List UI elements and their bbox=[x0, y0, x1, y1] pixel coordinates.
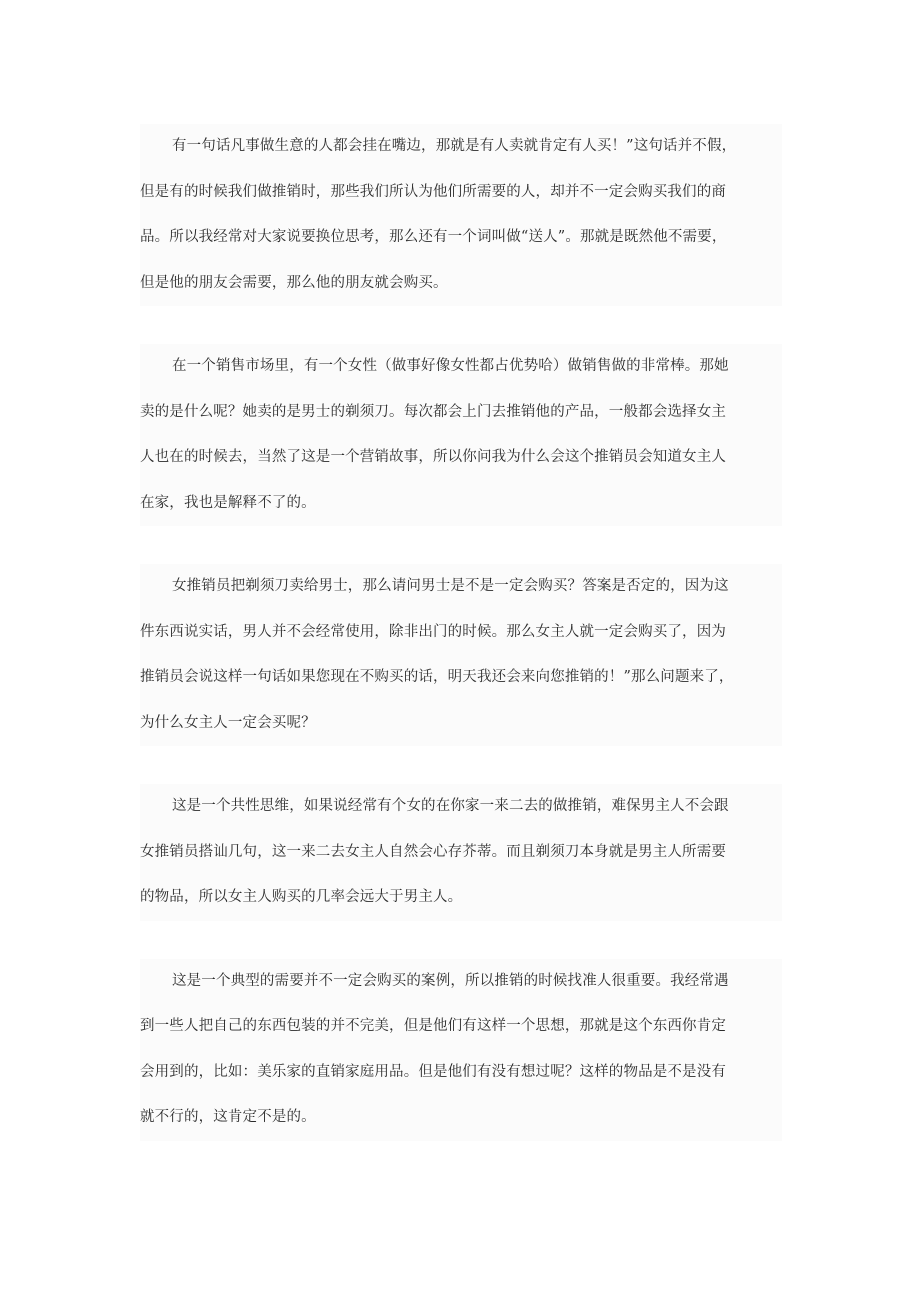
text-line: 但是他的朋友会需要，那么他的朋友就会购买。 bbox=[140, 274, 448, 291]
paragraph-gap bbox=[140, 921, 782, 959]
text-line: 有一句话凡事做生意的人都会挂在嘴边，那就是有人卖就肯定有人买！”这句话并不假， bbox=[172, 138, 737, 154]
text-line: 这是一个典型的需要并不一定会购买的案例，所以推销的时候找准人很重要。我经常遇 bbox=[172, 972, 729, 989]
text-line: 就不行的，这肯定不是的。 bbox=[140, 1109, 316, 1125]
text-line: 人也在的时候去，当然了这是一个营销故事，所以你问我为什么会这个推销员会知道女主人 bbox=[140, 449, 726, 465]
text-line: 卖的是什么呢？她卖的是男士的剃须刀。每次都会上门去推销他的产品，一般都会选择女主 bbox=[140, 403, 726, 420]
paragraph-3 bbox=[140, 564, 782, 746]
text-line: 品。所以我经常对大家说要换位思考，那么还有一个词叫做“送人”。那就是既然他不需要， bbox=[140, 229, 727, 245]
text-line: 到一些人把自己的东西包装的并不完美，但是他们有这样一个思想，那就是这个东西你肯定 bbox=[140, 1018, 726, 1034]
text-line: 女推销员搭讪几句，这一来二去女主人自然会心存芥蒂。而且剃须刀本身就是男主人所需要 bbox=[140, 843, 726, 860]
text-line: 件东西说实话，男人并不会经常使用，除非出门的时候。那么女主人就一定会购买了，因为 bbox=[140, 623, 726, 640]
text-line: 为什么女主人一定会买呢？ bbox=[140, 714, 316, 731]
text-line: 的物品，所以女主人购买的几率会远大于男主人。 bbox=[140, 889, 463, 905]
text-line: 在一个销售市场里，有一个女性（做事好像女性都占优势哈）做销售做的非常棒。那她 bbox=[172, 358, 729, 374]
paragraph-4 bbox=[140, 784, 782, 921]
paragraph-5 bbox=[140, 959, 782, 1141]
paragraph-gap bbox=[140, 306, 782, 344]
text-line: 会用到的，比如：美乐家的直销家庭用品。但是他们有没有想过呢？这样的物品是不是没有 bbox=[140, 1063, 726, 1080]
text-line: 女推销员把剃须刀卖给男士，那么请问男士是不是一定会购买？答案是否定的，因为这 bbox=[172, 578, 729, 594]
paragraph-gap bbox=[140, 746, 782, 784]
paragraph-1 bbox=[140, 124, 782, 306]
text-line: 这是一个共性思维，如果说经常有个女的在你家一来二去的做推销，难保男主人不会跟 bbox=[172, 798, 729, 814]
text-line: 但是有的时候我们做推销时，那些我们所认为他们所需要的人，却并不一定会购买我们的商 bbox=[140, 183, 726, 200]
paragraph-gap bbox=[140, 526, 782, 564]
paragraph-2 bbox=[140, 344, 782, 526]
text-line: 在家，我也是解释不了的。 bbox=[140, 494, 316, 511]
text-line: 推销员会说这样一句话如果您现在不购买的话，明天我还会来向您推销的！”那么问题来了， bbox=[140, 669, 734, 685]
document-body bbox=[140, 124, 782, 1141]
